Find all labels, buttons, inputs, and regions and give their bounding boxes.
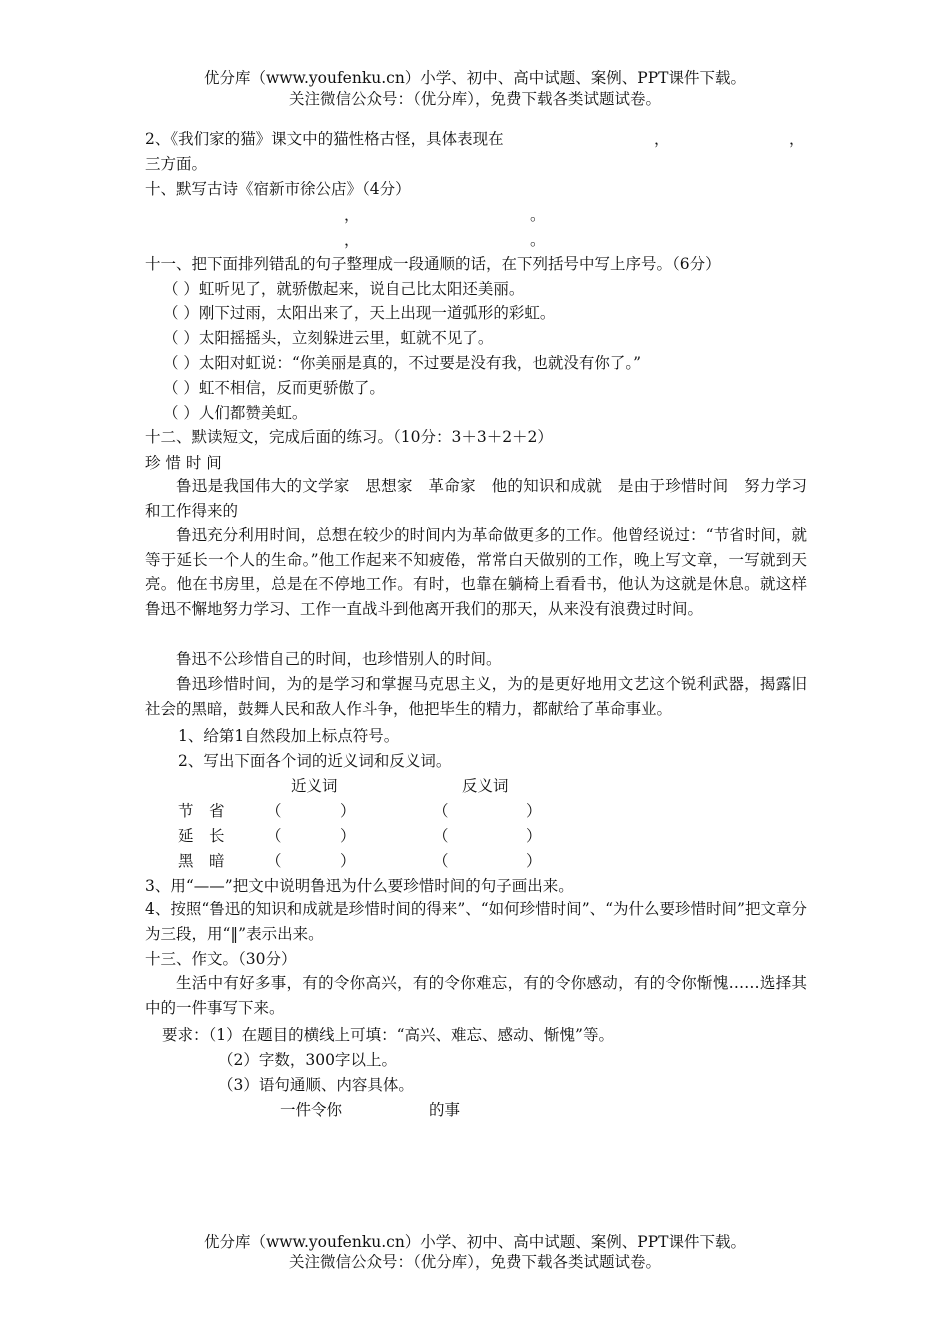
synonym-paren-close: ） [340, 827, 356, 845]
essay-requirement-3: （3）语句通顺、内容具体。 [218, 1076, 414, 1094]
synonym-paren-open: （ [266, 827, 282, 845]
word-row-label: 节 省 [178, 802, 225, 820]
essay-requirement-2: （2）字数，300字以上。 [218, 1051, 397, 1069]
essay-requirement-1: 要求：（1）在题目的横线上可填：“高兴、难忘、感动、惭愧”等。 [162, 1026, 614, 1044]
footer-line-2: 关注微信公众号：（优分库），免费下载各类试题试卷。 [288, 1253, 661, 1271]
essay-title-prefix: 一件令你 [280, 1101, 343, 1119]
passage-paragraph-2: 鲁迅充分利用时间，总想在较少的时间内为革命做更多的工作。他曾经说过：“节省时间，就等于延长一个人的生命。”他工作起来不知疲倦，常常白天做别的工作，晚上写文章，一写就到天亮。他在书房里，总是在不停地工作。有时，也靠在躺椅上看看书，他认为这就是休息。就这样鲁迅不懈地努力学习、工作一直战斗到他离开我们的那天，从来没有浪费过时间。 [145, 526, 807, 618]
antonym-column-header: 反义词 [462, 777, 509, 795]
q11-item: （ ）人们都赞美虹。 [163, 404, 308, 422]
poem-line-1-comma: ， [344, 206, 360, 224]
q11-title: 十一、把下面排列错乱的句子整理成一段通顺的话，在下列括号中写上序号。（6分） [145, 255, 721, 273]
passage-paragraph-4: 鲁迅珍惜时间，为的是学习和掌握马克思主义，为的是更好地用文艺这个锐利武器，揭露旧社会的黑暗，鼓舞人民和敌人作斗争，他把毕生的精力，都献给了革命事业。 [145, 675, 807, 718]
antonym-paren-open: （ [433, 852, 449, 870]
q10-title: 十、默写古诗《宿新市徐公店》（4分） [145, 180, 411, 198]
footer-line-1: 优分库（www.youfenku.cn）小学、初中、高中试题、案例、PPT课件下载。 [203, 1233, 747, 1251]
q2-text: 2、《我们家的猫》课文中的猫性格古怪，具体表现在 [145, 130, 504, 148]
header-line-2: 关注微信公众号：（优分库），免费下载各类试题试卷。 [288, 90, 661, 108]
q11-item: （ ）虹不相信，反而更骄傲了。 [163, 379, 385, 397]
antonym-paren-close: ） [526, 827, 542, 845]
q2-separator-2: ， [789, 130, 805, 148]
q2-separator-1: ， [654, 130, 670, 148]
q2-continuation: 三方面。 [145, 155, 208, 173]
passage-paragraph-3: 鲁迅不公珍惜自己的时间，也珍惜别人的时间。 [176, 650, 502, 668]
antonym-paren-open: （ [433, 802, 449, 820]
q12-sub-question-4: 4、按照“鲁迅的知识和成就是珍惜时间的得来”、“如何珍惜时间”、“为什么要珍惜时间”把文章分为三段，用“‖”表示出来。 [145, 900, 807, 943]
q12-sub-question-3: 3、用“——”把文中说明鲁迅为什么要珍惜时间的句子画出来。 [145, 877, 574, 895]
word-row-label: 延 长 [178, 827, 225, 845]
q13-title: 十三、作文。（30分） [145, 950, 297, 968]
antonym-paren-close: ） [526, 802, 542, 820]
passage-paragraph-1: 鲁迅是我国伟大的文学家 思想家 革命家 他的知识和成就 是由于珍惜时间 努力学习和工作得来的 [145, 477, 807, 520]
poem-line-1-period: 。 [530, 206, 546, 224]
poem-line-2-comma: ， [344, 231, 360, 249]
passage-title: 珍 惜 时 间 [145, 454, 222, 472]
q12-sub-question-2: 2、写出下面各个词的近义词和反义词。 [178, 752, 452, 770]
synonym-paren-open: （ [266, 802, 282, 820]
q11-item: （ ）太阳摇摇头，立刻躲进云里，虹就不见了。 [163, 329, 494, 347]
synonym-paren-close: ） [340, 802, 356, 820]
q11-item: （ ）虹听见了，就骄傲起来，说自己比太阳还美丽。 [163, 280, 525, 298]
essay-title-suffix: 的事 [429, 1101, 461, 1119]
antonym-paren-close: ） [526, 852, 542, 870]
q12-sub-question-1: 1、给第1自然段加上标点符号。 [178, 727, 400, 745]
q11-item: （ ）刚下过雨，太阳出来了，天上出现一道弧形的彩虹。 [163, 304, 556, 322]
q11-item: （ ）太阳对虹说：“你美丽是真的，不过要是没有我，也就没有你了。” [163, 354, 642, 372]
synonym-column-header: 近义词 [291, 777, 338, 795]
word-row-label: 黑 暗 [178, 852, 225, 870]
essay-intro: 生活中有好多事，有的令你高兴，有的令你难忘，有的令你感动，有的令你惭愧……选择其中的一件事写下来。 [145, 974, 807, 1017]
antonym-paren-open: （ [433, 827, 449, 845]
synonym-paren-open: （ [266, 852, 282, 870]
synonym-paren-close: ） [340, 852, 356, 870]
poem-line-2-period: 。 [530, 231, 546, 249]
header-line-1: 优分库（www.youfenku.cn）小学、初中、高中试题、案例、PPT课件下载。 [203, 69, 747, 87]
q12-title: 十二、默读短文，完成后面的练习。（10分：3＋3＋2＋2） [145, 428, 553, 446]
